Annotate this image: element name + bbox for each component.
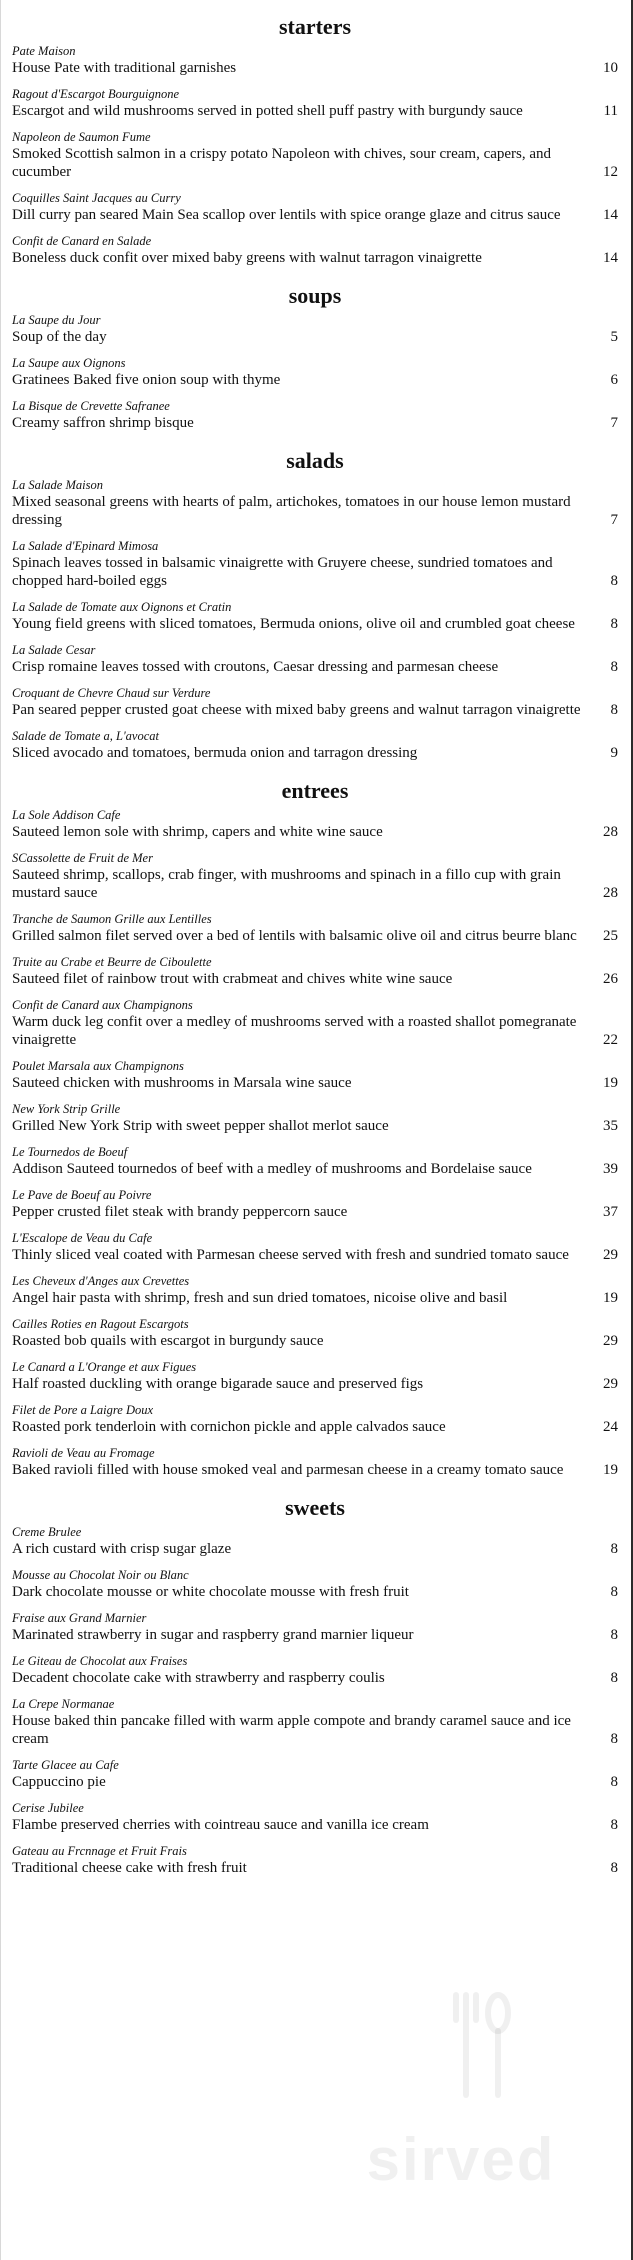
menu-items bbox=[12, 313, 618, 432]
menu-item-price: 8 bbox=[610, 1774, 618, 1790]
menu-item-row bbox=[12, 744, 618, 762]
menu-item-row bbox=[12, 866, 618, 902]
menu-item-description: Warm duck leg confit over a medley of mushrooms served with a roasted shallot pomegranate vinaigrette bbox=[12, 1014, 577, 1048]
menu-item-price: 8 bbox=[610, 573, 618, 589]
menu-item-price: 8 bbox=[610, 1817, 618, 1833]
menu-item bbox=[12, 1102, 618, 1135]
section-title: soups bbox=[288, 283, 342, 308]
menu-item bbox=[12, 1403, 618, 1436]
menu-item bbox=[12, 87, 618, 120]
menu-item-row bbox=[12, 1583, 618, 1601]
menu-item-row bbox=[12, 1540, 618, 1558]
menu-item bbox=[12, 1525, 618, 1558]
menu-item-price: 9 bbox=[610, 745, 618, 761]
menu-section-salads bbox=[12, 446, 618, 762]
menu-item-name: Le Canard a L'Orange et aux Figues bbox=[12, 1360, 197, 1374]
menu-item bbox=[12, 399, 618, 432]
menu-item-description: Sauteed shrimp, scallops, crab finger, with mushrooms and spinach in a fillo cup with grain mustard sauce bbox=[12, 867, 561, 901]
menu-item-description: House Pate with traditional garnishes bbox=[12, 60, 237, 76]
menu-item bbox=[12, 686, 618, 719]
menu-item-row bbox=[12, 823, 618, 841]
menu-item-row bbox=[12, 59, 618, 77]
menu-item-price: 22 bbox=[603, 1032, 618, 1048]
menu-item bbox=[12, 1758, 618, 1791]
menu-item-description: Smoked Scottish salmon in a crispy potato Napoleon with chives, sour cream, capers, and cucumber bbox=[12, 146, 552, 180]
menu-item-name: Truite au Crabe et Beurre de Ciboulette bbox=[12, 955, 212, 969]
menu-item-row bbox=[12, 1246, 618, 1264]
menu-item bbox=[12, 1059, 618, 1092]
menu-item bbox=[12, 1611, 618, 1644]
menu-item bbox=[12, 1360, 618, 1393]
menu-item bbox=[12, 1231, 618, 1264]
menu-item bbox=[12, 539, 618, 590]
menu-item-row bbox=[12, 927, 618, 945]
menu-item-name: Poulet Marsala aux Champignons bbox=[12, 1059, 184, 1073]
menu-item-description: Sauteed chicken with mushrooms in Marsala wine sauce bbox=[12, 1075, 352, 1091]
menu-item bbox=[12, 1446, 618, 1479]
menu-item-row bbox=[12, 1418, 618, 1436]
menu-item-description: Marinated strawberry in sugar and raspberry grand marnier liqueur bbox=[12, 1627, 414, 1643]
section-title: salads bbox=[286, 448, 344, 473]
menu-item-price: 29 bbox=[603, 1376, 618, 1392]
menu-item-description: Thinly sliced veal coated with Parmesan cheese served with fresh and sundried tomato sauce bbox=[12, 1247, 569, 1263]
menu-item-price: 24 bbox=[603, 1419, 618, 1435]
watermark-text: sirved bbox=[366, 2126, 556, 2193]
menu-item-description: Roasted pork tenderloin with cornichon pickle and apple calvados sauce bbox=[12, 1419, 446, 1435]
menu-item-row bbox=[12, 658, 618, 676]
menu-item-row bbox=[12, 249, 618, 267]
menu-item-name: Ravioli de Veau au Fromage bbox=[12, 1446, 155, 1460]
menu-item-description: Pan seared pepper crusted goat cheese with mixed baby greens and walnut tarragon vinaigrette bbox=[12, 702, 581, 718]
menu-item-row bbox=[12, 328, 618, 346]
menu-section-sweets bbox=[12, 1493, 618, 1877]
menu-items bbox=[12, 478, 618, 762]
menu-item-row bbox=[12, 970, 618, 988]
menu-item bbox=[12, 912, 618, 945]
menu-item-description: Mixed seasonal greens with hearts of palm, artichokes, tomatoes in our house lemon mustard dressing bbox=[12, 494, 571, 528]
menu-item-row bbox=[12, 615, 618, 633]
menu-item-name: La Salade Maison bbox=[12, 478, 103, 492]
menu-item-description: Boneless duck confit over mixed baby greens with walnut tarragon vinaigrette bbox=[12, 250, 482, 266]
menu-item-description: Grilled New York Strip with sweet pepper shallot merlot sauce bbox=[12, 1118, 389, 1134]
menu-item-name: Cerise Jubilee bbox=[12, 1801, 84, 1815]
menu-item-name: Creme Brulee bbox=[12, 1525, 82, 1539]
menu-item-description: Addison Sauteed tournedos of beef with a medley of mushrooms and Bordelaise sauce bbox=[12, 1161, 532, 1177]
menu-item-name: Le Pave de Boeuf au Poivre bbox=[12, 1188, 152, 1202]
menu-item-description: Sauteed lemon sole with shrimp, capers and white wine sauce bbox=[12, 824, 383, 840]
menu-item-row bbox=[12, 1117, 618, 1135]
menu-item-description: Sauteed filet of rainbow trout with crabmeat and chives white wine sauce bbox=[12, 971, 453, 987]
menu-item-description: A rich custard with crisp sugar glaze bbox=[12, 1541, 232, 1557]
menu-item-name: Les Cheveux d'Anges aux Crevettes bbox=[12, 1274, 190, 1288]
menu-item-price: 19 bbox=[603, 1075, 618, 1091]
menu-section-soups bbox=[12, 281, 618, 432]
menu-item-price: 8 bbox=[610, 1627, 618, 1643]
menu-item-price: 14 bbox=[603, 250, 618, 266]
menu-item-price: 8 bbox=[610, 659, 618, 675]
section-title: starters bbox=[278, 14, 352, 39]
menu-item-price: 19 bbox=[603, 1462, 618, 1478]
menu-item-name: L'Escalope de Veau du Cafe bbox=[12, 1231, 153, 1245]
menu-item-price: 8 bbox=[610, 616, 618, 632]
menu-item-row bbox=[12, 1626, 618, 1644]
menu-section-entrees bbox=[12, 776, 618, 1479]
menu-item-description: Sliced avocado and tomatoes, bermuda onion and tarragon dressing bbox=[12, 745, 418, 761]
menu-item-price: 5 bbox=[610, 329, 618, 345]
menu-item-description: Grilled salmon filet served over a bed of lentils with balsamic olive oil and citrus beurre blanc bbox=[12, 928, 577, 944]
menu-item-description: Cappuccino pie bbox=[12, 1774, 106, 1790]
menu-item bbox=[12, 356, 618, 389]
menu-item-description: Gratinees Baked five onion soup with thyme bbox=[12, 372, 281, 388]
menu-item-price: 37 bbox=[603, 1204, 618, 1220]
menu-item-price: 8 bbox=[610, 1670, 618, 1686]
menu-item bbox=[12, 313, 618, 346]
menu-item-price: 12 bbox=[603, 164, 618, 180]
menu-item-price: 19 bbox=[603, 1290, 618, 1306]
menu-item-price: 8 bbox=[610, 1541, 618, 1557]
menu-items bbox=[12, 44, 618, 267]
menu-item-price: 8 bbox=[610, 1731, 618, 1747]
menu-item-name: Tarte Glacee au Cafe bbox=[12, 1758, 119, 1772]
menu-item-row bbox=[12, 1160, 618, 1178]
menu-item bbox=[12, 191, 618, 224]
menu-item bbox=[12, 1697, 618, 1748]
menu-item bbox=[12, 130, 618, 181]
menu-item-row bbox=[12, 102, 618, 120]
menu-item-name: Confit de Canard aux Champignons bbox=[12, 998, 193, 1012]
menu-item-row bbox=[12, 206, 618, 224]
menu-item-row bbox=[12, 1332, 618, 1350]
menu-item-price: 7 bbox=[610, 415, 618, 431]
menu-item-row bbox=[12, 1203, 618, 1221]
menu-item-name: Le Giteau de Chocolat aux Fraises bbox=[12, 1654, 188, 1668]
menu-item-description: Flambe preserved cherries with cointreau sauce and vanilla ice cream bbox=[12, 1817, 429, 1833]
menu-item-description: Pepper crusted filet steak with brandy peppercorn sauce bbox=[12, 1204, 348, 1220]
menu-item-description: Roasted bob quails with escargot in burgundy sauce bbox=[12, 1333, 324, 1349]
menu-item-description: Dark chocolate mousse or white chocolate mousse with fresh fruit bbox=[12, 1584, 409, 1600]
menu-item-name: Fraise aux Grand Marnier bbox=[12, 1611, 147, 1625]
menu-item bbox=[12, 955, 618, 988]
menu-item-description: Creamy saffron shrimp bisque bbox=[12, 415, 194, 431]
menu-item-price: 10 bbox=[603, 60, 618, 76]
menu-item bbox=[12, 600, 618, 633]
menu-item-row bbox=[12, 1669, 618, 1687]
menu-item bbox=[12, 1188, 618, 1221]
menu-item-name: Pate Maison bbox=[12, 44, 76, 58]
section-title: entrees bbox=[281, 778, 349, 803]
watermark bbox=[331, 1985, 591, 2205]
menu-item-name: SCassolette de Fruit de Mer bbox=[12, 851, 153, 865]
menu-item-description: Half roasted duckling with orange bigarade sauce and preserved figs bbox=[12, 1376, 424, 1392]
menu-item-name: La Saupe aux Oignons bbox=[12, 356, 126, 370]
menu-item-description: House baked thin pancake filled with warm apple compote and brandy caramel sauce and ice cream bbox=[12, 1713, 571, 1747]
menu-item-name: New York Strip Grille bbox=[12, 1102, 121, 1116]
menu-item bbox=[12, 643, 618, 676]
menu-item-row bbox=[12, 493, 618, 529]
menu-item-row bbox=[12, 1074, 618, 1092]
menu-item-price: 26 bbox=[603, 971, 618, 987]
menu-item-description: Angel hair pasta with shrimp, fresh and sun dried tomatoes, nicoise olive and basil bbox=[12, 1290, 508, 1306]
menu-item-name: Mousse au Chocolat Noir ou Blanc bbox=[12, 1568, 189, 1582]
menu-item-price: 29 bbox=[603, 1333, 618, 1349]
menu-item-row bbox=[12, 1461, 618, 1479]
menu-item-description: Crisp romaine leaves tossed with croutons, Caesar dressing and parmesan cheese bbox=[12, 659, 499, 675]
menu-items bbox=[12, 1525, 618, 1877]
menu-item-price: 8 bbox=[610, 1584, 618, 1600]
menu-item-price: 7 bbox=[610, 512, 618, 528]
menu-item-name: La Salade d'Epinard Mimosa bbox=[12, 539, 159, 553]
menu-item-name: Le Tournedos de Boeuf bbox=[12, 1145, 128, 1159]
menu-item-name: Tranche de Saumon Grille aux Lentilles bbox=[12, 912, 212, 926]
menu-item bbox=[12, 1317, 618, 1350]
menu-item-description: Escargot and wild mushrooms served in potted shell puff pastry with burgundy sauce bbox=[12, 103, 523, 119]
menu-item-description: Dill curry pan seared Main Sea scallop over lentils with spice orange glaze and citrus sauce bbox=[12, 207, 561, 223]
menu-item-row bbox=[12, 1289, 618, 1307]
menu-item-row bbox=[12, 1013, 618, 1049]
menu-item-price: 6 bbox=[610, 372, 618, 388]
menu-item-name: La Crepe Normanae bbox=[12, 1697, 115, 1711]
menu-item bbox=[12, 234, 618, 267]
menu-item-name: Napoleon de Saumon Fume bbox=[12, 130, 151, 144]
menu-item-name: Coquilles Saint Jacques au Curry bbox=[12, 191, 181, 205]
section-title: sweets bbox=[285, 1495, 345, 1520]
menu-item-description: Soup of the day bbox=[12, 329, 107, 345]
menu-item-description: Baked ravioli filled with house smoked veal and parmesan cheese in a creamy tomato sauce bbox=[12, 1462, 564, 1478]
menu-item-price: 14 bbox=[603, 207, 618, 223]
menu-item-name: Confit de Canard en Salade bbox=[12, 234, 152, 248]
menu-item-name: La Salade Cesar bbox=[12, 643, 96, 657]
menu-item-name: Cailles Roties en Ragout Escargots bbox=[12, 1317, 189, 1331]
menu-item-price: 28 bbox=[603, 824, 618, 840]
menu-item bbox=[12, 44, 618, 77]
menu-item-description: Young field greens with sliced tomatoes, Bermuda onions, olive oil and crumbled goat cheese bbox=[12, 616, 575, 632]
menu-item bbox=[12, 1844, 618, 1877]
menu-item-price: 39 bbox=[603, 1161, 618, 1177]
menu-item-name: La Sole Addison Cafe bbox=[12, 808, 121, 822]
menu-item bbox=[12, 729, 618, 762]
menu-item-name: La Salade de Tomate aux Oignons et Cratin bbox=[12, 600, 232, 614]
menu-item-price: 29 bbox=[603, 1247, 618, 1263]
menu-item-row bbox=[12, 1816, 618, 1834]
menu-item-price: 35 bbox=[603, 1118, 618, 1134]
menu-item bbox=[12, 808, 618, 841]
menu-item bbox=[12, 1568, 618, 1601]
menu-item bbox=[12, 998, 618, 1049]
menu-item-name: Croquant de Chevre Chaud sur Verdure bbox=[12, 686, 211, 700]
menu-item bbox=[12, 851, 618, 902]
menu-item-row bbox=[12, 414, 618, 432]
menu-item-name: Ragout d'Escargot Bourguignone bbox=[12, 87, 180, 101]
menu-item bbox=[12, 478, 618, 529]
menu-item-row bbox=[12, 554, 618, 590]
menu-item-price: 28 bbox=[603, 885, 618, 901]
menu-item-description: Traditional cheese cake with fresh fruit bbox=[12, 1860, 247, 1876]
menu-item-row bbox=[12, 1375, 618, 1393]
menu-item-row bbox=[12, 1712, 618, 1748]
fork-spoon-icon bbox=[446, 1985, 516, 2105]
menu-item-price: 8 bbox=[610, 702, 618, 718]
menu-item-description: Spinach leaves tossed in balsamic vinaigrette with Gruyere cheese, sundried tomatoes and chopped hard-boiled eggs bbox=[12, 555, 553, 589]
menu-item-price: 11 bbox=[603, 103, 618, 119]
menu-item-row bbox=[12, 1773, 618, 1791]
menu-item-name: Filet de Pore a Laigre Doux bbox=[12, 1403, 154, 1417]
menu-item-name: La Saupe du Jour bbox=[12, 313, 101, 327]
menu-items bbox=[12, 808, 618, 1479]
menu-item-row bbox=[12, 145, 618, 181]
menu-item-name: Gateau au Frcnnage et Fruit Frais bbox=[12, 1844, 187, 1858]
menu-item-name: La Bisque de Crevette Safranee bbox=[12, 399, 170, 413]
menu-item-row bbox=[12, 1859, 618, 1877]
menu-item-row bbox=[12, 371, 618, 389]
menu-content bbox=[12, 12, 618, 1891]
menu-item-row bbox=[12, 701, 618, 719]
menu-item bbox=[12, 1654, 618, 1687]
menu-item bbox=[12, 1801, 618, 1834]
menu-item-description: Decadent chocolate cake with strawberry and raspberry coulis bbox=[12, 1670, 385, 1686]
menu-item bbox=[12, 1274, 618, 1307]
menu-section-starters bbox=[12, 12, 618, 267]
menu-item-name: Salade de Tomate a, L'avocat bbox=[12, 729, 159, 743]
menu-item bbox=[12, 1145, 618, 1178]
menu-item-price: 8 bbox=[610, 1860, 618, 1876]
menu-item-price: 25 bbox=[603, 928, 618, 944]
